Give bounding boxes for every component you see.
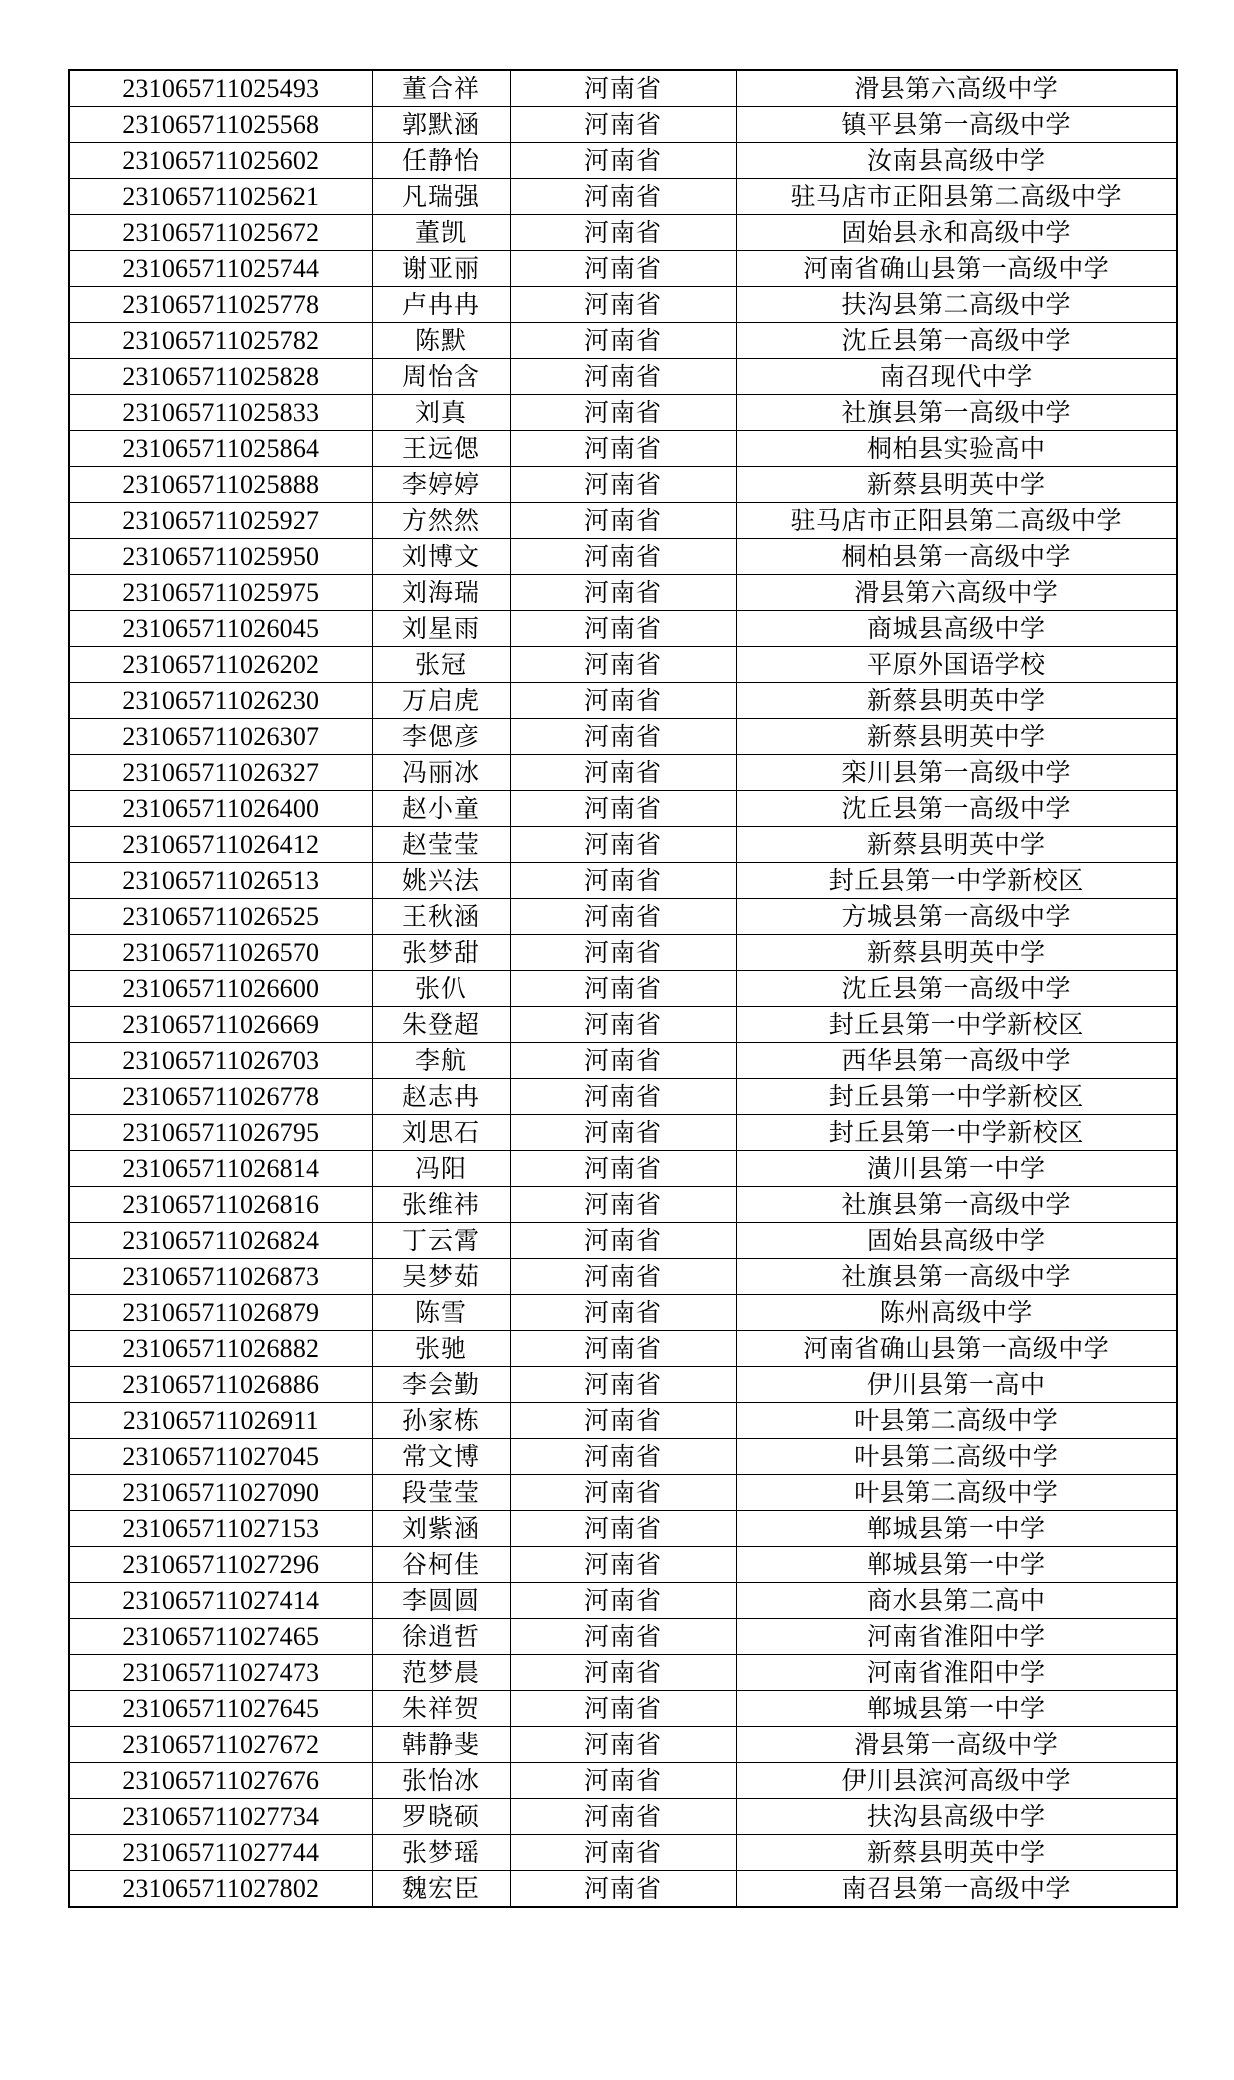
student-name-cell: 王远偲 — [372, 431, 510, 467]
province-cell: 河南省 — [510, 1187, 736, 1223]
school-cell: 扶沟县第二高级中学 — [736, 287, 1177, 323]
school-cell: 河南省淮阳中学 — [736, 1655, 1177, 1691]
exam-id-cell: 231065711027414 — [69, 1583, 372, 1619]
table-row — [69, 899, 1177, 935]
school-cell: 新蔡县明英中学 — [736, 683, 1177, 719]
province-cell: 河南省 — [510, 539, 736, 575]
school-cell: 滑县第一高级中学 — [736, 1727, 1177, 1763]
student-name-cell: 张驰 — [372, 1331, 510, 1367]
student-name-cell: 韩静斐 — [372, 1727, 510, 1763]
student-name-cell: 张维祎 — [372, 1187, 510, 1223]
exam-id-cell: 231065711026669 — [69, 1007, 372, 1043]
province-cell: 河南省 — [510, 683, 736, 719]
roster-table — [68, 69, 1178, 1908]
student-name-cell: 刘紫涵 — [372, 1511, 510, 1547]
exam-id-cell: 231065711026814 — [69, 1151, 372, 1187]
school-cell: 汝南县高级中学 — [736, 143, 1177, 179]
school-cell: 固始县永和高级中学 — [736, 215, 1177, 251]
exam-id-cell: 231065711025833 — [69, 395, 372, 431]
student-name-cell: 张梦瑶 — [372, 1835, 510, 1871]
table-row — [69, 1619, 1177, 1655]
province-cell: 河南省 — [510, 1151, 736, 1187]
student-name-cell: 赵莹莹 — [372, 827, 510, 863]
table-row — [69, 1475, 1177, 1511]
table-row — [69, 647, 1177, 683]
exam-id-cell: 231065711026230 — [69, 683, 372, 719]
province-cell: 河南省 — [510, 215, 736, 251]
province-cell: 河南省 — [510, 1835, 736, 1871]
table-row — [69, 1871, 1177, 1908]
table-row — [69, 1727, 1177, 1763]
exam-id-cell: 231065711026778 — [69, 1079, 372, 1115]
table-row — [69, 863, 1177, 899]
student-name-cell: 徐逍哲 — [372, 1619, 510, 1655]
exam-id-cell: 231065711026911 — [69, 1403, 372, 1439]
table-row — [69, 1223, 1177, 1259]
province-cell: 河南省 — [510, 395, 736, 431]
school-cell: 封丘县第一中学新校区 — [736, 1115, 1177, 1151]
province-cell: 河南省 — [510, 1007, 736, 1043]
province-cell: 河南省 — [510, 971, 736, 1007]
exam-id-cell: 231065711026412 — [69, 827, 372, 863]
table-row — [69, 1079, 1177, 1115]
exam-id-cell: 231065711025975 — [69, 575, 372, 611]
table-row — [69, 1367, 1177, 1403]
exam-id-cell: 231065711026879 — [69, 1295, 372, 1331]
province-cell: 河南省 — [510, 70, 736, 107]
student-name-cell: 卢冉冉 — [372, 287, 510, 323]
student-name-cell: 任静怡 — [372, 143, 510, 179]
exam-id-cell: 231065711025744 — [69, 251, 372, 287]
table-row — [69, 1655, 1177, 1691]
exam-id-cell: 231065711025888 — [69, 467, 372, 503]
table-row — [69, 1115, 1177, 1151]
table-row — [69, 251, 1177, 287]
province-cell: 河南省 — [510, 863, 736, 899]
school-cell: 叶县第二高级中学 — [736, 1475, 1177, 1511]
exam-id-cell: 231065711025493 — [69, 70, 372, 107]
table-row — [69, 719, 1177, 755]
province-cell: 河南省 — [510, 1763, 736, 1799]
school-cell: 郸城县第一中学 — [736, 1511, 1177, 1547]
table-row — [69, 1007, 1177, 1043]
province-cell: 河南省 — [510, 1043, 736, 1079]
student-name-cell: 刘博文 — [372, 539, 510, 575]
school-cell: 河南省淮阳中学 — [736, 1619, 1177, 1655]
school-cell: 封丘县第一中学新校区 — [736, 1079, 1177, 1115]
school-cell: 固始县高级中学 — [736, 1223, 1177, 1259]
student-name-cell: 张梦甜 — [372, 935, 510, 971]
province-cell: 河南省 — [510, 575, 736, 611]
student-name-cell: 王秋涵 — [372, 899, 510, 935]
student-name-cell: 张怡冰 — [372, 1763, 510, 1799]
student-name-cell: 姚兴法 — [372, 863, 510, 899]
school-cell: 驻马店市正阳县第二高级中学 — [736, 179, 1177, 215]
school-cell: 扶沟县高级中学 — [736, 1799, 1177, 1835]
table-row — [69, 971, 1177, 1007]
student-name-cell: 李偲彦 — [372, 719, 510, 755]
school-cell: 沈丘县第一高级中学 — [736, 971, 1177, 1007]
student-name-cell: 董凯 — [372, 215, 510, 251]
school-cell: 潢川县第一中学 — [736, 1151, 1177, 1187]
exam-id-cell: 231065711027153 — [69, 1511, 372, 1547]
province-cell: 河南省 — [510, 1223, 736, 1259]
student-name-cell: 朱登超 — [372, 1007, 510, 1043]
school-cell: 驻马店市正阳县第二高级中学 — [736, 503, 1177, 539]
table-row — [69, 503, 1177, 539]
exam-id-cell: 231065711027672 — [69, 1727, 372, 1763]
exam-id-cell: 231065711025672 — [69, 215, 372, 251]
exam-id-cell: 231065711026307 — [69, 719, 372, 755]
school-cell: 封丘县第一中学新校区 — [736, 1007, 1177, 1043]
student-name-cell: 赵小童 — [372, 791, 510, 827]
exam-id-cell: 231065711025927 — [69, 503, 372, 539]
student-name-cell: 李婷婷 — [372, 467, 510, 503]
student-name-cell: 董合祥 — [372, 70, 510, 107]
province-cell: 河南省 — [510, 503, 736, 539]
school-cell: 滑县第六高级中学 — [736, 70, 1177, 107]
exam-id-cell: 231065711027645 — [69, 1691, 372, 1727]
student-name-cell: 常文博 — [372, 1439, 510, 1475]
province-cell: 河南省 — [510, 1619, 736, 1655]
student-name-cell: 张仈 — [372, 971, 510, 1007]
table-row — [69, 1259, 1177, 1295]
table-row — [69, 791, 1177, 827]
province-cell: 河南省 — [510, 107, 736, 143]
school-cell: 南召现代中学 — [736, 359, 1177, 395]
province-cell: 河南省 — [510, 1439, 736, 1475]
table-row — [69, 395, 1177, 431]
table-row — [69, 287, 1177, 323]
student-name-cell: 冯丽冰 — [372, 755, 510, 791]
province-cell: 河南省 — [510, 1259, 736, 1295]
school-cell: 伊川县滨河高级中学 — [736, 1763, 1177, 1799]
exam-id-cell: 231065711026045 — [69, 611, 372, 647]
exam-id-cell: 231065711027473 — [69, 1655, 372, 1691]
province-cell: 河南省 — [510, 1475, 736, 1511]
exam-id-cell: 231065711025864 — [69, 431, 372, 467]
exam-id-cell: 231065711027734 — [69, 1799, 372, 1835]
student-name-cell: 段莹莹 — [372, 1475, 510, 1511]
exam-id-cell: 231065711027465 — [69, 1619, 372, 1655]
student-name-cell: 李会勤 — [372, 1367, 510, 1403]
table-row — [69, 1583, 1177, 1619]
school-cell: 郸城县第一中学 — [736, 1547, 1177, 1583]
school-cell: 新蔡县明英中学 — [736, 935, 1177, 971]
exam-id-cell: 231065711025828 — [69, 359, 372, 395]
school-cell: 封丘县第一中学新校区 — [736, 863, 1177, 899]
table-row — [69, 935, 1177, 971]
school-cell: 叶县第二高级中学 — [736, 1403, 1177, 1439]
exam-id-cell: 231065711025950 — [69, 539, 372, 575]
exam-id-cell: 231065711027090 — [69, 1475, 372, 1511]
province-cell: 河南省 — [510, 827, 736, 863]
table-row — [69, 1547, 1177, 1583]
student-name-cell: 谷柯佳 — [372, 1547, 510, 1583]
exam-id-cell: 231065711027045 — [69, 1439, 372, 1475]
table-row — [69, 323, 1177, 359]
school-cell: 镇平县第一高级中学 — [736, 107, 1177, 143]
school-cell: 桐柏县实验高中 — [736, 431, 1177, 467]
student-name-cell: 陈默 — [372, 323, 510, 359]
exam-id-cell: 231065711026795 — [69, 1115, 372, 1151]
table-row — [69, 431, 1177, 467]
table-row — [69, 1151, 1177, 1187]
table-row — [69, 1331, 1177, 1367]
school-cell: 叶县第二高级中学 — [736, 1439, 1177, 1475]
student-name-cell: 吴梦茹 — [372, 1259, 510, 1295]
table-row — [69, 143, 1177, 179]
table-row — [69, 1187, 1177, 1223]
province-cell: 河南省 — [510, 251, 736, 287]
student-name-cell: 陈雪 — [372, 1295, 510, 1331]
school-cell: 河南省确山县第一高级中学 — [736, 1331, 1177, 1367]
table-row — [69, 70, 1177, 107]
student-name-cell: 赵志冉 — [372, 1079, 510, 1115]
province-cell: 河南省 — [510, 1295, 736, 1331]
school-cell: 新蔡县明英中学 — [736, 1835, 1177, 1871]
school-cell: 桐柏县第一高级中学 — [736, 539, 1177, 575]
table-row — [69, 575, 1177, 611]
table-row — [69, 1043, 1177, 1079]
student-name-cell: 周怡含 — [372, 359, 510, 395]
exam-id-cell: 231065711026570 — [69, 935, 372, 971]
exam-id-cell: 231065711027676 — [69, 1763, 372, 1799]
school-cell: 新蔡县明英中学 — [736, 467, 1177, 503]
province-cell: 河南省 — [510, 143, 736, 179]
table-row — [69, 179, 1177, 215]
table-row — [69, 539, 1177, 575]
exam-id-cell: 231065711025782 — [69, 323, 372, 359]
province-cell: 河南省 — [510, 755, 736, 791]
table-row — [69, 827, 1177, 863]
province-cell: 河南省 — [510, 1727, 736, 1763]
province-cell: 河南省 — [510, 1799, 736, 1835]
exam-id-cell: 231065711025621 — [69, 179, 372, 215]
province-cell: 河南省 — [510, 1583, 736, 1619]
exam-id-cell: 231065711026873 — [69, 1259, 372, 1295]
table-row — [69, 215, 1177, 251]
student-name-cell: 范梦晨 — [372, 1655, 510, 1691]
table-row — [69, 107, 1177, 143]
exam-id-cell: 231065711027744 — [69, 1835, 372, 1871]
table-row — [69, 1835, 1177, 1871]
table-row — [69, 1511, 1177, 1547]
exam-id-cell: 231065711026703 — [69, 1043, 372, 1079]
exam-id-cell: 231065711026327 — [69, 755, 372, 791]
exam-id-cell: 231065711027296 — [69, 1547, 372, 1583]
province-cell: 河南省 — [510, 287, 736, 323]
exam-id-cell: 231065711026513 — [69, 863, 372, 899]
school-cell: 平原外国语学校 — [736, 647, 1177, 683]
school-cell: 郸城县第一中学 — [736, 1691, 1177, 1727]
table-row — [69, 467, 1177, 503]
province-cell: 河南省 — [510, 719, 736, 755]
student-name-cell: 孙家栋 — [372, 1403, 510, 1439]
student-name-cell: 万启虎 — [372, 683, 510, 719]
province-cell: 河南省 — [510, 1691, 736, 1727]
province-cell: 河南省 — [510, 1403, 736, 1439]
exam-id-cell: 231065711025568 — [69, 107, 372, 143]
student-name-cell: 朱祥贺 — [372, 1691, 510, 1727]
province-cell: 河南省 — [510, 179, 736, 215]
province-cell: 河南省 — [510, 1655, 736, 1691]
table-row — [69, 1403, 1177, 1439]
school-cell: 沈丘县第一高级中学 — [736, 323, 1177, 359]
student-name-cell: 魏宏臣 — [372, 1871, 510, 1908]
school-cell: 滑县第六高级中学 — [736, 575, 1177, 611]
school-cell: 社旗县第一高级中学 — [736, 1187, 1177, 1223]
student-name-cell: 罗晓硕 — [372, 1799, 510, 1835]
school-cell: 社旗县第一高级中学 — [736, 395, 1177, 431]
exam-id-cell: 231065711026824 — [69, 1223, 372, 1259]
school-cell: 社旗县第一高级中学 — [736, 1259, 1177, 1295]
table-row — [69, 1763, 1177, 1799]
exam-id-cell: 231065711026886 — [69, 1367, 372, 1403]
table-row — [69, 755, 1177, 791]
table-row — [69, 611, 1177, 647]
school-cell: 商水县第二高中 — [736, 1583, 1177, 1619]
student-name-cell: 冯阳 — [372, 1151, 510, 1187]
exam-id-cell: 231065711026202 — [69, 647, 372, 683]
student-name-cell: 方然然 — [372, 503, 510, 539]
table-row — [69, 1691, 1177, 1727]
exam-id-cell: 231065711025602 — [69, 143, 372, 179]
exam-id-cell: 231065711027802 — [69, 1871, 372, 1908]
province-cell: 河南省 — [510, 647, 736, 683]
student-name-cell: 丁云霄 — [372, 1223, 510, 1259]
exam-id-cell: 231065711026600 — [69, 971, 372, 1007]
school-cell: 新蔡县明英中学 — [736, 719, 1177, 755]
province-cell: 河南省 — [510, 431, 736, 467]
school-cell: 栾川县第一高级中学 — [736, 755, 1177, 791]
exam-id-cell: 231065711025778 — [69, 287, 372, 323]
exam-id-cell: 231065711026882 — [69, 1331, 372, 1367]
table-row — [69, 1799, 1177, 1835]
student-name-cell: 李圆圆 — [372, 1583, 510, 1619]
student-name-cell: 张冠 — [372, 647, 510, 683]
student-name-cell: 刘思石 — [372, 1115, 510, 1151]
school-cell: 方城县第一高级中学 — [736, 899, 1177, 935]
student-name-cell: 刘真 — [372, 395, 510, 431]
province-cell: 河南省 — [510, 323, 736, 359]
table-row — [69, 683, 1177, 719]
province-cell: 河南省 — [510, 1079, 736, 1115]
student-name-cell: 刘星雨 — [372, 611, 510, 647]
table-row — [69, 359, 1177, 395]
school-cell: 伊川县第一高中 — [736, 1367, 1177, 1403]
student-name-cell: 李航 — [372, 1043, 510, 1079]
exam-id-cell: 231065711026525 — [69, 899, 372, 935]
province-cell: 河南省 — [510, 1511, 736, 1547]
province-cell: 河南省 — [510, 899, 736, 935]
province-cell: 河南省 — [510, 1547, 736, 1583]
province-cell: 河南省 — [510, 359, 736, 395]
school-cell: 西华县第一高级中学 — [736, 1043, 1177, 1079]
table-row — [69, 1295, 1177, 1331]
school-cell: 河南省确山县第一高级中学 — [736, 251, 1177, 287]
school-cell: 商城县高级中学 — [736, 611, 1177, 647]
roster-body — [69, 70, 1177, 1907]
school-cell: 沈丘县第一高级中学 — [736, 791, 1177, 827]
province-cell: 河南省 — [510, 1115, 736, 1151]
province-cell: 河南省 — [510, 1331, 736, 1367]
province-cell: 河南省 — [510, 611, 736, 647]
school-cell: 南召县第一高级中学 — [736, 1871, 1177, 1908]
school-cell: 新蔡县明英中学 — [736, 827, 1177, 863]
student-name-cell: 谢亚丽 — [372, 251, 510, 287]
exam-id-cell: 231065711026400 — [69, 791, 372, 827]
student-name-cell: 凡瑞强 — [372, 179, 510, 215]
school-cell: 陈州高级中学 — [736, 1295, 1177, 1331]
province-cell: 河南省 — [510, 1367, 736, 1403]
province-cell: 河南省 — [510, 791, 736, 827]
table-row — [69, 1439, 1177, 1475]
student-name-cell: 郭默涵 — [372, 107, 510, 143]
student-name-cell: 刘海瑞 — [372, 575, 510, 611]
province-cell: 河南省 — [510, 467, 736, 503]
province-cell: 河南省 — [510, 935, 736, 971]
exam-id-cell: 231065711026816 — [69, 1187, 372, 1223]
province-cell: 河南省 — [510, 1871, 736, 1908]
